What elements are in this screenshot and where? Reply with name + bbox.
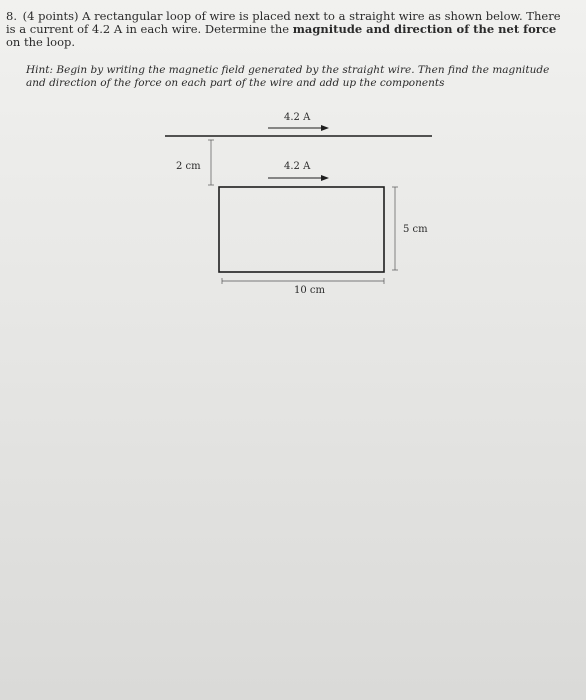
straight-wire-current-label: 4.2 A xyxy=(284,112,311,123)
hint-text: Begin by writing the magnetic field generated by the straight wire. Then find the magnitude and direction of the force on each part of the wire and add up the components xyxy=(26,64,550,89)
gap-dimension-line xyxy=(208,140,214,185)
width-dimension-line xyxy=(222,278,384,284)
straight-wire-current-arrow-icon xyxy=(268,125,329,131)
problem-text-bold: magnitude and direction of the net force xyxy=(292,22,557,36)
width-label: 10 cm xyxy=(294,285,325,296)
problem-text-1: A rectangular loop of wire is placed next to a straight wire as shown below. There is a current of 4.2 A in each wire. Determine the xyxy=(6,9,561,36)
loop-current-arrow-icon xyxy=(268,175,329,181)
rectangular-loop xyxy=(219,187,384,272)
problem-text-2: on the loop. xyxy=(6,35,76,49)
gap-label: 2 cm xyxy=(176,161,201,172)
loop-current-label: 4.2 A xyxy=(284,161,311,172)
height-dimension-line xyxy=(392,187,398,270)
problem-number: 8. xyxy=(6,9,17,23)
problem-points: (4 points) xyxy=(22,9,79,23)
height-label: 5 cm xyxy=(403,224,428,235)
hint-label: Hint: xyxy=(26,64,54,76)
